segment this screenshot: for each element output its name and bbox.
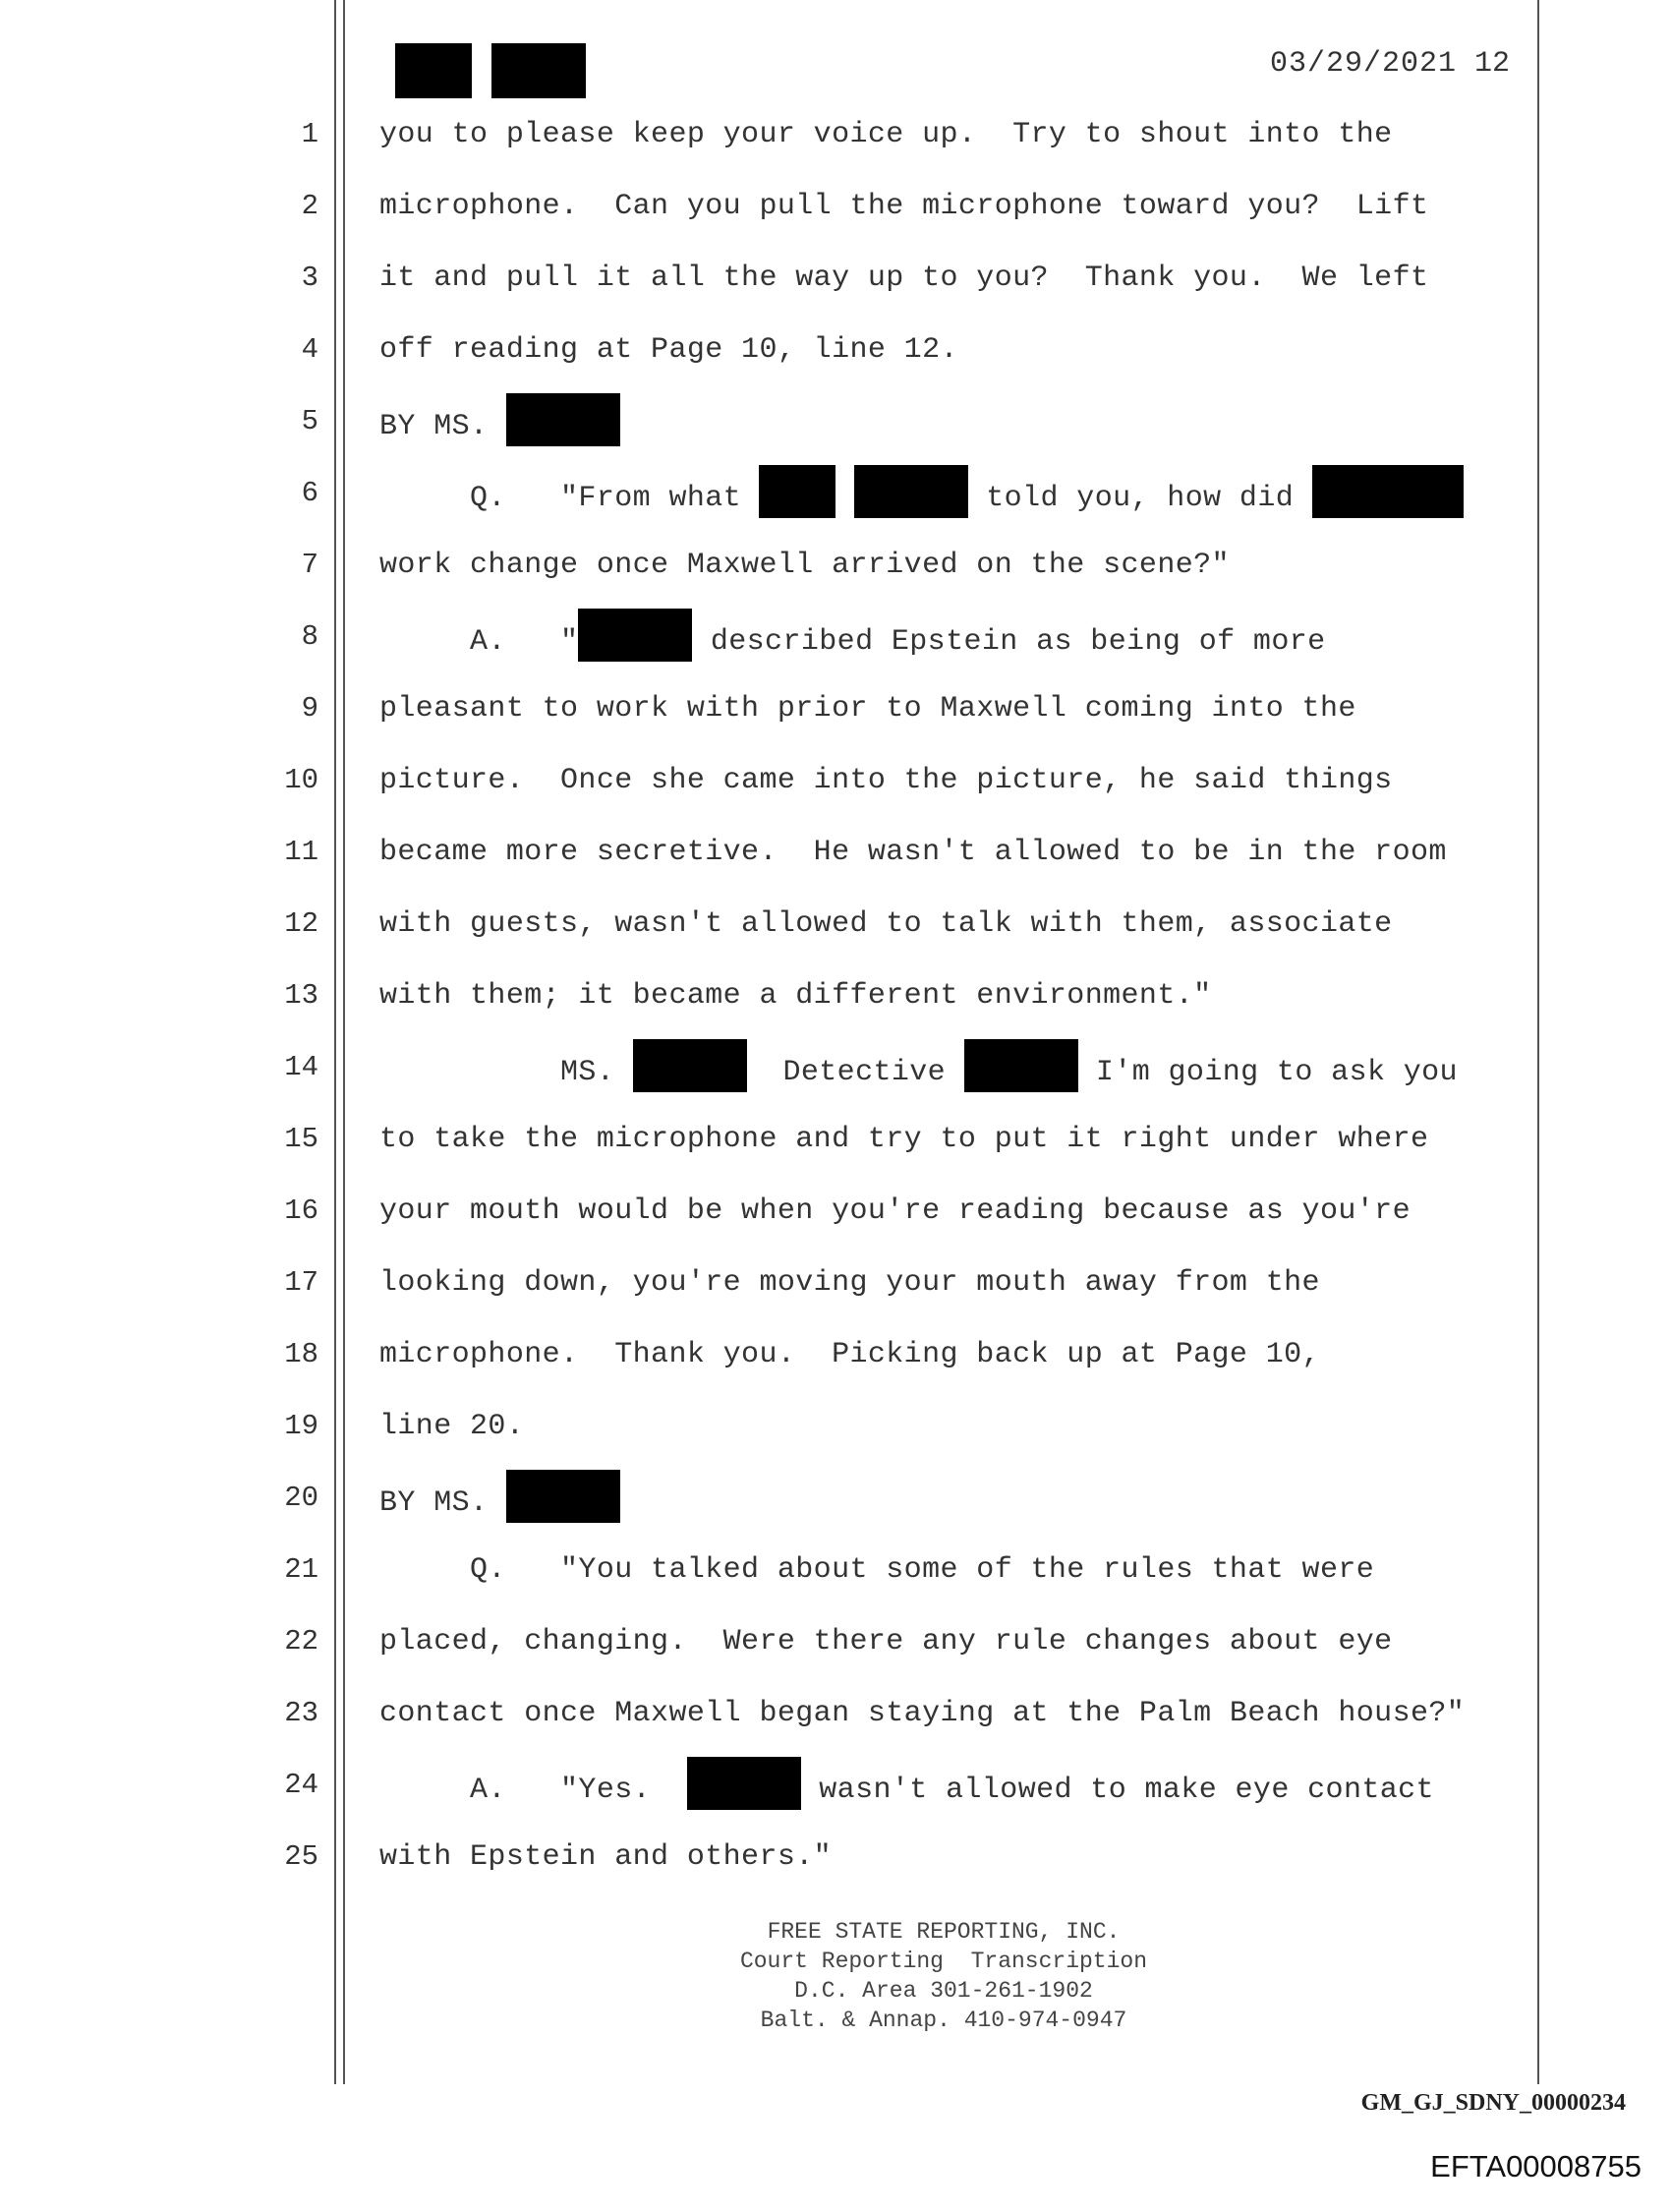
reporter-footer: [649, 1917, 1239, 2035]
line-number: 16: [284, 1194, 318, 1227]
line-number: 12: [284, 907, 318, 940]
line-number: 3: [301, 262, 318, 294]
line-text: pleasant to work with prior to Maxwell coming into the: [379, 692, 1356, 726]
line-text-segment: told you, how did: [967, 481, 1312, 515]
transcript-line: [0, 1043, 1671, 1115]
line-text: work change once Maxwell arrived on the scene?": [379, 549, 1230, 582]
redaction-box: [633, 1039, 747, 1092]
line-text: picture. Once she came into the picture, he said things: [379, 764, 1393, 797]
transcript-line: [0, 1545, 1671, 1617]
line-number: 24: [284, 1769, 318, 1801]
line-text: [379, 1051, 1458, 1092]
line-number: 11: [284, 836, 318, 868]
transcript-line: [0, 182, 1671, 254]
redaction-box: [759, 465, 836, 518]
line-text: [379, 405, 620, 446]
line-text-segment: Q. "From what: [379, 481, 760, 515]
bates-number: GM_GJ_SDNY_00000234: [1360, 2090, 1626, 2116]
redaction-box: [687, 1757, 801, 1810]
line-number: 8: [301, 620, 318, 653]
line-text: microphone. Can you pull the microphone toward you? Lift: [379, 190, 1429, 223]
transcript-line: [0, 254, 1671, 325]
line-text: off reading at Page 10, line 12.: [379, 333, 958, 367]
line-number: 23: [284, 1697, 318, 1729]
transcript-line: [0, 828, 1671, 900]
transcript-line: [0, 900, 1671, 971]
transcript-line: [0, 1833, 1671, 1904]
line-text-segment: described Epstein as being of more: [692, 624, 1326, 659]
transcript-line: [0, 1761, 1671, 1833]
line-text: [379, 1482, 620, 1523]
efta-number: EFTA00008755: [1430, 2149, 1642, 2183]
line-text: with guests, wasn't allowed to talk with them, associate: [379, 907, 1393, 941]
line-text: became more secretive. He wasn't allowed to be in the room: [379, 836, 1447, 869]
line-number: 15: [284, 1123, 318, 1155]
transcript-line: [0, 1402, 1671, 1474]
line-number: 9: [301, 692, 318, 725]
transcript-line: [0, 110, 1671, 182]
line-text: it and pull it all the way up to you? Thank you. We left: [379, 262, 1429, 295]
line-text: your mouth would be when you're reading because as you're: [379, 1194, 1411, 1228]
header-date: 03/29/2021: [1269, 47, 1457, 81]
transcript-line: [0, 1258, 1671, 1330]
redaction-box: [578, 609, 692, 662]
redaction-box: [964, 1039, 1078, 1092]
line-text: with Epstein and others.": [379, 1840, 833, 1874]
transcript-line: [0, 612, 1671, 684]
redaction-box: [854, 465, 968, 518]
speaker-label: BY MS.: [379, 1485, 506, 1520]
line-number: 4: [301, 333, 318, 366]
line-number: 2: [301, 190, 318, 222]
page-header: [374, 39, 1533, 98]
line-number: 18: [284, 1338, 318, 1370]
line-text: with them; it became a different environment.": [379, 979, 1212, 1013]
redaction-box: [506, 393, 620, 446]
line-text: looking down, you're moving your mouth away from the: [379, 1266, 1320, 1300]
header-page-number: 12: [1473, 47, 1510, 81]
redaction-box: [1312, 465, 1464, 518]
line-text: [379, 1769, 1434, 1810]
line-number: 17: [284, 1266, 318, 1299]
line-number: 14: [284, 1051, 318, 1083]
transcript-line: [0, 1187, 1671, 1258]
line-text-segment: MS.: [379, 1055, 633, 1089]
line-text-segment: A. "Yes.: [379, 1773, 687, 1807]
line-number: 20: [284, 1482, 318, 1514]
transcript-line: [0, 469, 1671, 541]
line-text: you to please keep your voice up. Try to shout into the: [379, 118, 1393, 151]
line-text-segment: wasn't allowed to make eye contact: [800, 1773, 1434, 1807]
transcript-line: [0, 1617, 1671, 1689]
line-text: placed, changing. Were there any rule changes about eye: [379, 1625, 1393, 1659]
footer-dc-phone: D.C. Area 301-261-1902: [794, 1978, 1093, 2004]
line-text: [379, 620, 1326, 662]
line-number: 13: [284, 979, 318, 1012]
line-text: microphone. Thank you. Picking back up at Page 10,: [379, 1338, 1320, 1371]
transcript-line: [0, 684, 1671, 756]
transcript-line: [0, 397, 1671, 469]
line-number: 6: [301, 477, 318, 509]
transcript-line: [0, 541, 1671, 612]
line-number: 25: [284, 1840, 318, 1873]
redaction-box: [491, 43, 586, 98]
transcript-line: [0, 1115, 1671, 1187]
footer-services: Court Reporting Transcription: [739, 1949, 1148, 1974]
line-text-segment: A. ": [379, 624, 579, 659]
line-text-segment: I'm going to ask you: [1077, 1055, 1458, 1089]
transcript-line: [0, 756, 1671, 828]
line-number: 21: [284, 1553, 318, 1586]
transcript-line: [0, 1474, 1671, 1545]
transcript-line: [0, 1689, 1671, 1761]
line-text: Q. "You talked about some of the rules that were: [379, 1553, 1375, 1587]
transcript-line: [0, 971, 1671, 1043]
redaction-box: [395, 43, 472, 98]
line-number: 19: [284, 1410, 318, 1442]
line-text-segment: Detective: [746, 1055, 964, 1089]
footer-company: FREE STATE REPORTING, INC.: [767, 1919, 1121, 1945]
line-text: [379, 477, 1464, 518]
line-text: contact once Maxwell began staying at the Palm Beach house?": [379, 1697, 1466, 1730]
transcript-line: [0, 325, 1671, 397]
transcript-line: [0, 1330, 1671, 1402]
line-number: 7: [301, 549, 318, 581]
line-number: 5: [301, 405, 318, 437]
line-text: line 20.: [379, 1410, 525, 1443]
line-text: to take the microphone and try to put it right under where: [379, 1123, 1429, 1156]
line-number: 10: [284, 764, 318, 796]
line-number: 1: [301, 118, 318, 150]
redaction-box: [506, 1470, 620, 1523]
footer-balt-phone: Balt. & Annap. 410-974-0947: [760, 2008, 1127, 2033]
line-number: 22: [284, 1625, 318, 1658]
speaker-label: BY MS.: [379, 409, 506, 443]
